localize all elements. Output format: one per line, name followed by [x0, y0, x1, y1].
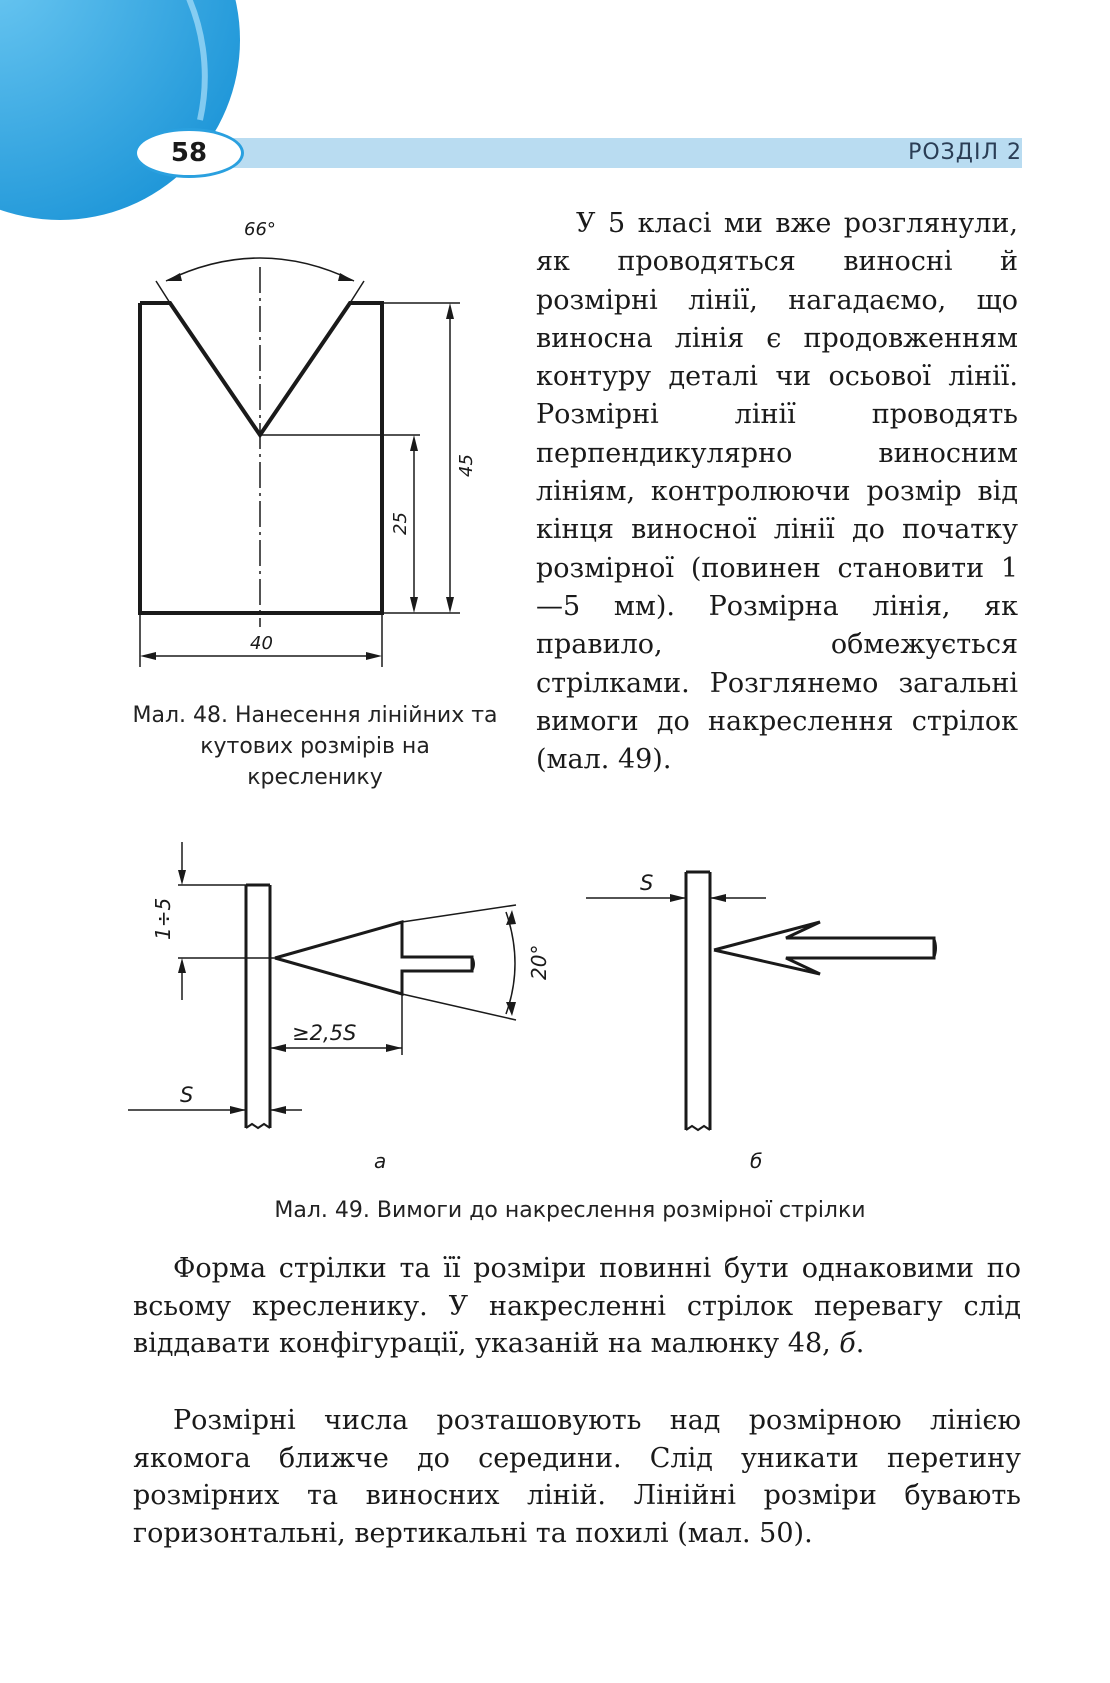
- paragraph-2-text: Форма стрілки та її розміри повинні бути однаковими по всьому кресленику. У накресленні стрілок перевагу слід віддавати конфігурації, указаній на малюнку 48,: [133, 1253, 1021, 1359]
- paragraph-2-figure-ref: б: [839, 1328, 856, 1359]
- dim-label-s-b: S: [640, 871, 654, 895]
- page-number: 58: [170, 138, 208, 168]
- dim-label-20deg: 20°: [527, 944, 551, 980]
- dim-label-25: 25: [390, 512, 411, 535]
- part-contour: [140, 303, 382, 613]
- page-number-badge: [134, 128, 244, 178]
- dim-label-45: 45: [456, 454, 477, 477]
- header-bar: [232, 138, 1022, 168]
- figure-49-caption: Мал. 49. Вимоги до накреслення розмірної стрілки: [274, 1198, 866, 1223]
- paragraph-2-end: .: [855, 1328, 865, 1359]
- sub-label-a: а: [374, 1149, 387, 1173]
- figure-48-drawing: [120, 215, 500, 685]
- corner-decoration: [0, 0, 240, 230]
- figure-48-caption: Мал. 48. Нанесення лінійних та кутових розмірів на кресленику: [132, 703, 498, 790]
- angle-arc-20: [506, 912, 515, 1014]
- dim-label-2-5s: ≥2,5S: [292, 1021, 357, 1045]
- paragraph-2: [133, 1250, 1021, 1363]
- arrow-a: [275, 922, 472, 994]
- angle-label: 66°: [244, 219, 276, 240]
- section-title: РОЗДІЛ 2: [908, 140, 1022, 165]
- paragraph-3: Розмірні числа розташовують над розмірною лінією якомога ближче до середини. Слід уникати перетину розмірних та виносних ліній. Лінійні розміри бувають горизонтальні, вертикальні та похилі (мал. 50).: [133, 1405, 1021, 1549]
- dim-label-s-a: S: [180, 1083, 194, 1107]
- figure-49-drawing: [120, 830, 1040, 1180]
- paragraph-1: У 5 класі ми вже розглянули, як проводяться виносні й розмірні лінії, нагадаємо, що виносна лінія є продовженням контуру деталі чи осьової лінії. Розмірні лінії проводять перпендикулярно виносним лініям, контролюючи розмір від кінця виносної лінії до початку розмірної (повинен становити 1—5 мм). Розмірна лінія, як правило, обмежується стрілками. Розглянемо загальні вимоги до накреслення стрілок (мал. 49).: [536, 208, 1018, 776]
- dim-label-1to5: 1÷5: [151, 897, 175, 940]
- dim-label-40: 40: [250, 633, 273, 654]
- sub-label-b: б: [750, 1149, 763, 1173]
- arrow-b: [714, 922, 934, 974]
